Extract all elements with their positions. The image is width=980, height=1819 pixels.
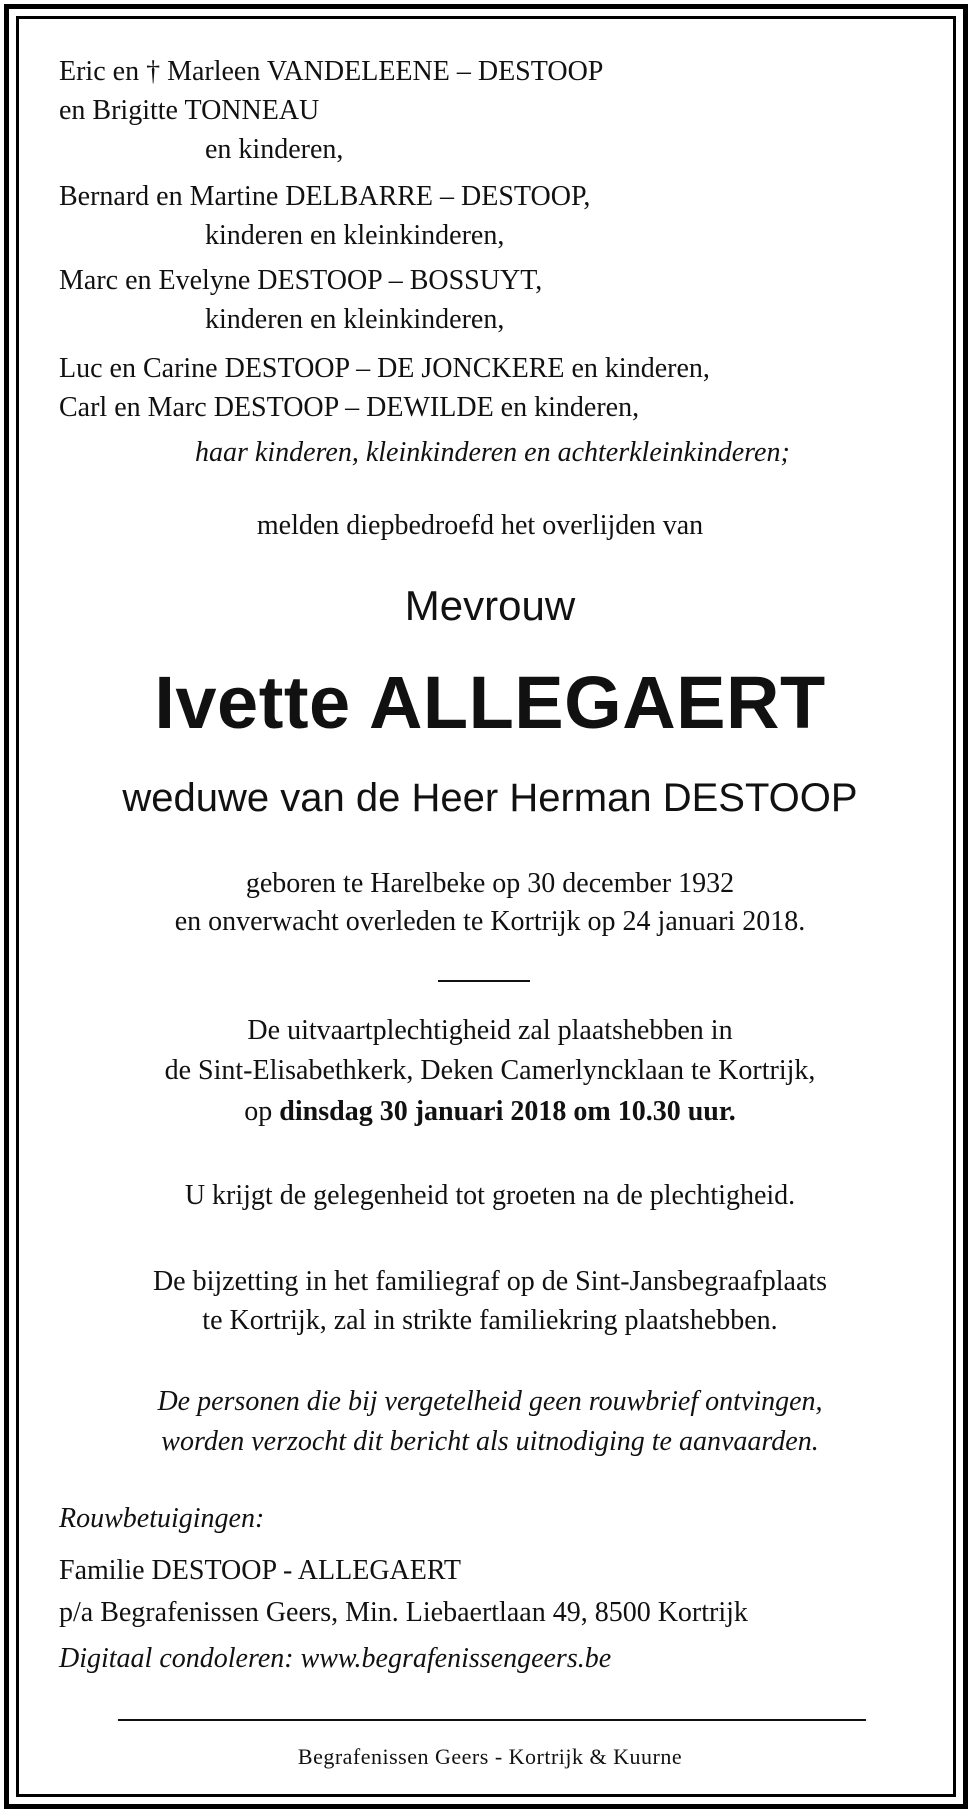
- death-line: en onverwacht overleden te Kortrijk op 24 januari 2018.: [174, 906, 806, 937]
- family-line-5: kinderen en kleinkinderen,: [205, 220, 505, 251]
- notice-line-2: worden verzocht dit bericht als uitnodiging te aanvaarden.: [161, 1426, 819, 1457]
- footer-divider: [118, 1719, 866, 1721]
- short-divider: [438, 980, 530, 982]
- family-line-3: en kinderen,: [205, 134, 344, 165]
- notice-line-1: De personen die bij vergetelheid geen rouwbrief ontvingen,: [157, 1386, 823, 1417]
- ceremony-line-1: De uitvaartplechtigheid zal plaatshebben in: [247, 1015, 733, 1046]
- deceased-name: Ivette ALLEGAERT: [154, 661, 826, 744]
- family-summary: haar kinderen, kleinkinderen en achterkleinkinderen;: [195, 437, 790, 468]
- ceremony-line-2: de Sint-Elisabethkerk, Deken Camerlyncklaan te Kortrijk,: [164, 1055, 816, 1086]
- family-line-4: Bernard en Martine DELBARRE – DESTOOP,: [59, 181, 591, 212]
- online-condolence: Digitaal condoleren: www.begrafenissengeers.be: [59, 1643, 612, 1674]
- birth-line: geboren te Harelbeke op 30 december 1932: [245, 868, 735, 899]
- ceremony-line-3: [0, 1096, 980, 1128]
- ceremony-datetime: dinsdag 30 januari 2018 om 10.30 uur.: [279, 1096, 736, 1127]
- contact-family: Familie DESTOOP - ALLEGAERT: [59, 1555, 461, 1586]
- contact-address: p/a Begrafenissen Geers, Min. Liebaertlaan 49, 8500 Kortrijk: [59, 1597, 748, 1628]
- condolences-heading: Rouwbetuigingen:: [59, 1503, 265, 1534]
- family-line-7: kinderen en kleinkinderen,: [205, 304, 505, 335]
- family-line-2: en Brigitte TONNEAU: [59, 95, 320, 126]
- family-line-9: Carl en Marc DESTOOP – DEWILDE en kinderen,: [59, 392, 640, 423]
- burial-line-2: te Kortrijk, zal in strikte familiekring plaatshebben.: [202, 1305, 778, 1336]
- family-line-1: Eric en † Marleen VANDELEENE – DESTOOP: [59, 56, 604, 87]
- ceremony-prefix: op: [244, 1096, 273, 1127]
- family-line-8: Luc en Carine DESTOOP – DE JONCKERE en kinderen,: [59, 353, 710, 384]
- footer-text: Begrafenissen Geers - Kortrijk & Kuurne: [297, 1744, 683, 1769]
- condolence-opportunity: U krijgt de gelegenheid tot groeten na de plechtigheid.: [184, 1180, 796, 1211]
- widow-of: weduwe van de Heer Herman DESTOOP: [122, 776, 858, 820]
- honorific: Mevrouw: [404, 582, 576, 629]
- burial-line-1: De bijzetting in het familiegraf op de Sint-Jansbegraafplaats: [152, 1266, 828, 1297]
- family-line-6: Marc en Evelyne DESTOOP – BOSSUYT,: [59, 265, 543, 296]
- announcement-text: melden diepbedroefd het overlijden van: [256, 510, 704, 541]
